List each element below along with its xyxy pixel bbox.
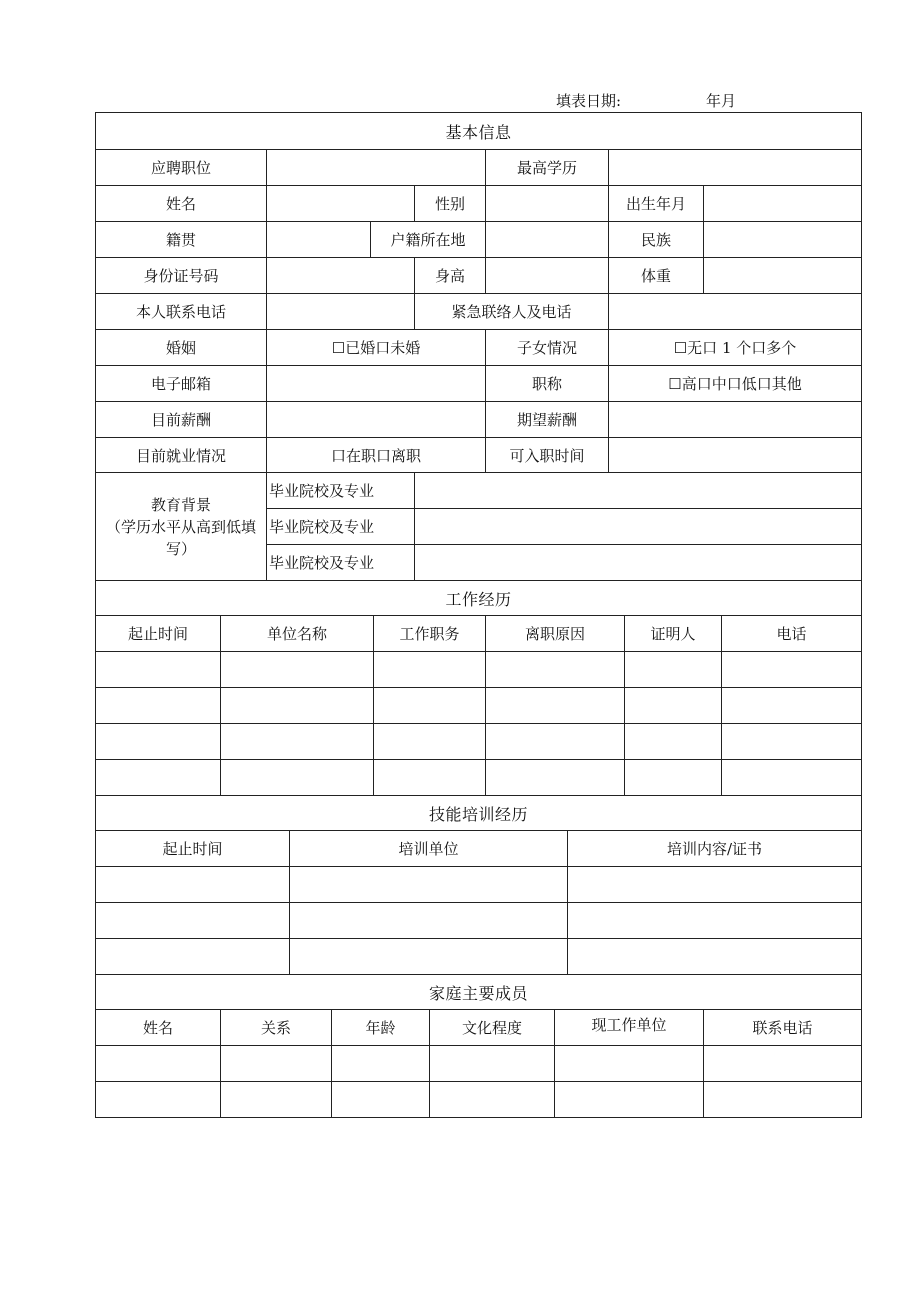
work-cell[interactable] <box>374 688 486 724</box>
training-cell[interactable] <box>568 903 861 939</box>
work-cell[interactable] <box>486 724 625 760</box>
work-cell[interactable] <box>625 724 722 760</box>
work-cell[interactable] <box>96 724 221 760</box>
fill-date-line <box>0 90 920 112</box>
work-col-position: 工作职务 <box>374 616 486 652</box>
field-start-time[interactable] <box>609 438 861 473</box>
family-col-relation: 关系 <box>221 1010 332 1046</box>
family-cell[interactable] <box>430 1082 555 1117</box>
title-rank-options[interactable]: ☐高口中口低口其他 <box>609 366 861 402</box>
training-cell[interactable] <box>290 867 568 903</box>
label-birth: 出生年月 <box>609 186 704 222</box>
label-employment: 目前就业情况 <box>96 438 267 473</box>
field-native-place[interactable] <box>267 222 371 258</box>
family-col-phone: 联系电话 <box>704 1010 861 1046</box>
work-cell[interactable] <box>221 760 374 796</box>
work-col-period: 起止时间 <box>96 616 221 652</box>
marriage-options[interactable]: ☐已婚口未婚 <box>267 330 486 366</box>
label-native-place: 籍贯 <box>96 222 267 258</box>
training-col-content: 培训内容/证书 <box>568 831 861 867</box>
fill-date-label: 填表日期: <box>556 92 622 110</box>
family-col-name: 姓名 <box>96 1010 221 1046</box>
field-weight[interactable] <box>704 258 861 294</box>
training-cell[interactable] <box>96 939 290 975</box>
work-cell[interactable] <box>221 652 374 688</box>
work-cell[interactable] <box>625 688 722 724</box>
work-cell[interactable] <box>625 760 722 796</box>
family-cell[interactable] <box>555 1046 704 1082</box>
work-cell[interactable] <box>96 652 221 688</box>
work-cell[interactable] <box>221 724 374 760</box>
family-col-workplace: 现工作单位 <box>555 1010 704 1046</box>
label-email: 电子邮箱 <box>96 366 267 402</box>
training-col-period: 起止时间 <box>96 831 290 867</box>
field-school-3[interactable] <box>415 545 861 581</box>
section-title-family: 家庭主要成员 <box>96 975 861 1010</box>
training-cell[interactable] <box>96 903 290 939</box>
label-height: 身高 <box>415 258 486 294</box>
label-id-number: 身份证号码 <box>96 258 267 294</box>
training-cell[interactable] <box>290 939 568 975</box>
work-cell[interactable] <box>96 688 221 724</box>
section-title-basic: 基本信息 <box>96 113 861 150</box>
work-cell[interactable] <box>96 760 221 796</box>
field-expected-salary[interactable] <box>609 402 861 438</box>
edu-bg-title: 教育背景 <box>150 495 211 514</box>
work-col-reference: 证明人 <box>625 616 722 652</box>
section-title-training: 技能培训经历 <box>96 796 861 831</box>
label-emergency: 紧急联络人及电话 <box>415 294 609 330</box>
label-education: 最高学历 <box>486 150 609 186</box>
family-cell[interactable] <box>430 1046 555 1082</box>
field-school-2[interactable] <box>415 509 861 545</box>
label-household: 户籍所在地 <box>371 222 486 258</box>
work-col-phone: 电话 <box>722 616 861 652</box>
field-current-salary[interactable] <box>267 402 486 438</box>
family-cell[interactable] <box>221 1046 332 1082</box>
label-school-2: 毕业院校及专业 <box>267 509 415 545</box>
family-col-education: 文化程度 <box>430 1010 555 1046</box>
family-cell[interactable] <box>332 1082 430 1117</box>
label-school-1: 毕业院校及专业 <box>267 473 415 509</box>
field-household[interactable] <box>486 222 609 258</box>
field-school-1[interactable] <box>415 473 861 509</box>
label-children: 子女情况 <box>486 330 609 366</box>
family-cell[interactable] <box>221 1082 332 1117</box>
work-cell[interactable] <box>722 760 861 796</box>
application-form <box>95 112 862 1118</box>
label-phone: 本人联系电话 <box>96 294 267 330</box>
field-id-number[interactable] <box>267 258 415 294</box>
employment-options[interactable]: 口在职口离职 <box>267 438 486 473</box>
label-education-background <box>96 473 267 581</box>
edu-bg-note: （学历水平从高到低填写） <box>105 517 256 558</box>
field-emergency[interactable] <box>609 294 861 330</box>
field-email[interactable] <box>267 366 486 402</box>
work-cell[interactable] <box>722 688 861 724</box>
field-position[interactable] <box>267 150 486 186</box>
work-cell[interactable] <box>486 688 625 724</box>
section-title-work: 工作经历 <box>96 581 861 616</box>
family-cell[interactable] <box>555 1082 704 1117</box>
work-cell[interactable] <box>486 652 625 688</box>
field-education[interactable] <box>609 150 861 186</box>
label-name: 姓名 <box>96 186 267 222</box>
label-position: 应聘职位 <box>96 150 267 186</box>
field-height[interactable] <box>486 258 609 294</box>
family-cell[interactable] <box>704 1082 861 1117</box>
work-col-reason: 离职原因 <box>486 616 625 652</box>
label-weight: 体重 <box>609 258 704 294</box>
field-ethnicity[interactable] <box>704 222 861 258</box>
family-cell[interactable] <box>96 1046 221 1082</box>
field-name[interactable] <box>267 186 415 222</box>
family-cell[interactable] <box>96 1082 221 1117</box>
field-gender[interactable] <box>486 186 609 222</box>
training-col-institution: 培训单位 <box>290 831 568 867</box>
work-cell[interactable] <box>374 724 486 760</box>
field-phone[interactable] <box>267 294 415 330</box>
work-cell[interactable] <box>374 760 486 796</box>
label-ethnicity: 民族 <box>609 222 704 258</box>
label-current-salary: 目前薪酬 <box>96 402 267 438</box>
family-col-age: 年龄 <box>332 1010 430 1046</box>
work-cell[interactable] <box>722 652 861 688</box>
year-month-label: 年月 <box>706 92 737 110</box>
label-marriage: 婚姻 <box>96 330 267 366</box>
children-options[interactable]: ☐无口 1 个口多个 <box>609 330 861 366</box>
work-cell[interactable] <box>722 724 861 760</box>
label-school-3: 毕业院校及专业 <box>267 545 415 581</box>
work-cell[interactable] <box>221 688 374 724</box>
label-start-time: 可入职时间 <box>486 438 609 473</box>
label-title-rank: 职称 <box>486 366 609 402</box>
training-cell[interactable] <box>568 939 861 975</box>
label-expected-salary: 期望薪酬 <box>486 402 609 438</box>
family-cell[interactable] <box>332 1046 430 1082</box>
training-cell[interactable] <box>96 867 290 903</box>
work-cell[interactable] <box>486 760 625 796</box>
training-cell[interactable] <box>290 903 568 939</box>
training-cell[interactable] <box>568 867 861 903</box>
label-gender: 性别 <box>415 186 486 222</box>
work-cell[interactable] <box>374 652 486 688</box>
family-cell[interactable] <box>704 1046 861 1082</box>
work-cell[interactable] <box>625 652 722 688</box>
work-col-company: 单位名称 <box>221 616 374 652</box>
field-birth[interactable] <box>704 186 861 222</box>
